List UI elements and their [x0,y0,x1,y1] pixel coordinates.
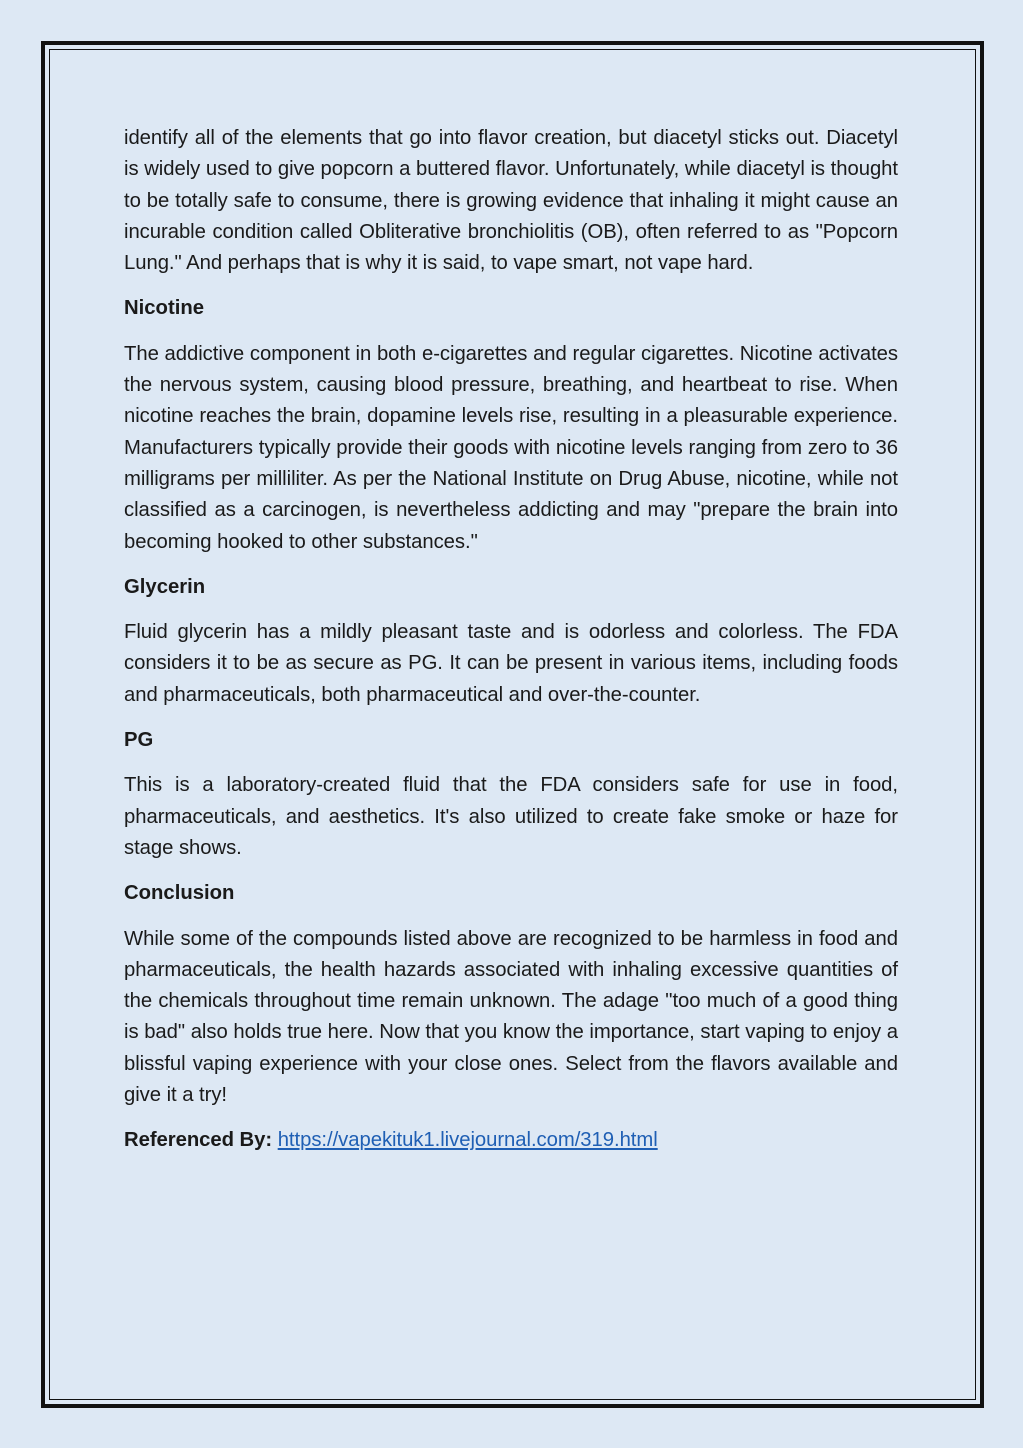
section-nicotine [124,293,898,557]
section-heading: PG [124,729,154,752]
section-heading: Conclusion [124,882,235,905]
section-body: This is a laboratory-created fluid that the FDA considers safe for use in food, pharmaceuticals, and aesthetics. It's also utilized to create fake smoke or haze for stage shows. [124,774,898,859]
section-conclusion [124,878,898,1111]
section-pg [124,725,898,864]
section-body: The addictive component in both e-cigarettes and regular cigarettes. Nicotine activates the nervous system, causing blood pressure, breathing, and heartbeat to rise. When nicotine reaches the brain, dopamine levels rise, resulting in a pleasurable experience. Manufacturers typically provide their goods with nicotine levels ranging from zero to 36 milligrams per milliliter. As per the National Institute on Drug Abuse, nicotine, while not classified as a carcinogen, is nevertheless addicting and may "prepare the brain into becoming hooked to other substances." [124,342,898,553]
section-heading: Nicotine [124,297,205,320]
section-body: Fluid glycerin has a mildly pleasant taste and is odorless and colorless. The FDA considers it to be as secure as PG. It can be present in various items, including foods and pharmaceuticals, both pharmaceutical and over-the-counter. [124,621,898,706]
reference-link[interactable]: https://vapekituk1.livejournal.com/319.html [277,1129,658,1152]
section-body: While some of the compounds listed above are recognized to be harmless in food and pharmaceuticals, the health hazards associated with inhaling excessive quantities of the chemicals throughout time remain unknown. The adage "too much of a good thing is bad" also holds true here. Now that you know the importance, start vaping to enjoy a blissful vaping experience with your close ones. Select from the flavors available and give it a try! [124,927,898,1107]
intro-paragraph: identify all of the elements that go into flavor creation, but diacetyl sticks out. Diacetyl is widely used to give popcorn a buttered flavor. Unfortunately, while diacetyl is thought to be totally safe to consume, there is growing evidence that inhaling it might cause an incurable condition called Obliterative bronchiolitis (OB), often referred to as "Popcorn Lung." And perhaps that is why it is said, to vape smart, not vape hard. [124,127,898,275]
section-glycerin [124,572,898,711]
reference-line [124,1125,898,1156]
document-body [124,123,898,1171]
reference-label: Referenced By: [124,1129,273,1152]
section-heading: Glycerin [124,575,206,598]
